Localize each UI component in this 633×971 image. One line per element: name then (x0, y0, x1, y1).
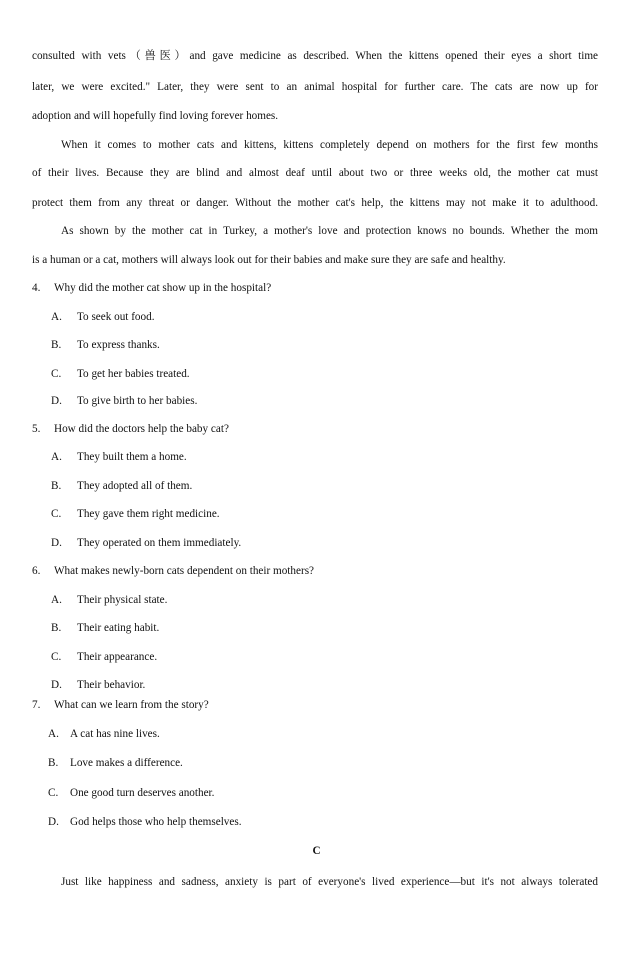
option-text: God helps those who help themselves. (70, 816, 242, 828)
question-text: How did the doctors help the baby cat? (54, 423, 229, 435)
option-letter: D. (51, 679, 62, 691)
section-heading: C (312, 845, 321, 857)
option-4d[interactable] (51, 394, 197, 408)
question-number: 6. (32, 565, 41, 577)
option-letter: C. (51, 368, 62, 380)
option-letter: A. (48, 728, 59, 740)
paragraph-line: When it comes to mother cats and kittens, kittens completely depend on mothers for the first few months (61, 139, 598, 151)
option-text: Their eating habit. (77, 622, 160, 634)
option-6a[interactable] (51, 593, 167, 607)
option-7c[interactable] (48, 786, 214, 800)
option-text: One good turn deserves another. (70, 787, 215, 799)
option-4b[interactable] (51, 338, 160, 352)
option-text: To give birth to her babies. (77, 395, 198, 407)
paragraph-line: protect them from any threat or danger. Without the mother cat's help, the kittens may not make it to adulthood. (32, 197, 598, 209)
option-4c[interactable] (51, 367, 190, 381)
option-letter: C. (51, 651, 62, 663)
option-text: A cat has nine lives. (70, 728, 160, 740)
question-text: What can we learn from the story? (54, 699, 209, 711)
option-5a[interactable] (51, 450, 187, 464)
option-text: Their physical state. (77, 594, 168, 606)
option-7b[interactable] (48, 756, 183, 770)
paragraph-line: Just like happiness and sadness, anxiety is part of everyone's lived experience—but it's not always tolerated (61, 876, 598, 888)
paragraph-line: As shown by the mother cat in Turkey, a mother's love and protection knows no bounds. Whether the mom (61, 225, 598, 237)
paragraph-line: of their lives. Because they are blind and almost deaf until about two or three weeks old, the mother cat must (32, 167, 598, 179)
option-7a[interactable] (48, 727, 160, 741)
question-number: 7. (32, 699, 41, 711)
question-7 (32, 698, 209, 712)
option-text: Their appearance. (77, 651, 158, 663)
option-text: To get her babies treated. (77, 368, 190, 380)
option-6c[interactable] (51, 650, 157, 664)
option-text: To seek out food. (77, 311, 155, 323)
option-letter: C. (51, 508, 62, 520)
option-letter: A. (51, 451, 62, 463)
option-text: To express thanks. (77, 339, 160, 351)
option-letter: D. (48, 816, 59, 828)
option-6d[interactable] (51, 678, 145, 692)
question-number: 4. (32, 282, 41, 294)
option-letter: B. (51, 339, 62, 351)
paragraph-line: adoption and will hopefully find loving forever homes. (32, 110, 279, 122)
option-5c[interactable] (51, 507, 220, 521)
question-number: 5. (32, 423, 41, 435)
option-letter: D. (51, 395, 62, 407)
question-text: Why did the mother cat show up in the hospital? (54, 282, 272, 294)
question-6 (32, 564, 314, 578)
option-7d[interactable] (48, 815, 242, 829)
option-text: Love makes a difference. (70, 757, 183, 769)
option-text: They operated on them immediately. (77, 537, 242, 549)
option-text: They gave them right medicine. (77, 508, 220, 520)
option-5b[interactable] (51, 479, 192, 493)
option-5d[interactable] (51, 536, 241, 550)
option-letter: B. (51, 480, 62, 492)
paragraph-line: later, we were excited." Later, they were sent to an animal hospital for further care. The cats are now up for (32, 81, 598, 93)
question-4 (32, 281, 271, 295)
option-6b[interactable] (51, 621, 159, 635)
option-4a[interactable] (51, 310, 155, 324)
option-letter: A. (51, 594, 62, 606)
paragraph-line: consulted with vets（兽医）and gave medicine as described. When the kittens opened their eyes a short time (32, 50, 598, 62)
option-text: Their behavior. (77, 679, 146, 691)
option-text: They adopted all of them. (77, 480, 193, 492)
option-letter: B. (51, 622, 62, 634)
option-letter: A. (51, 311, 62, 323)
option-letter: C. (48, 787, 59, 799)
question-text: What makes newly-born cats dependent on their mothers? (54, 565, 315, 577)
option-letter: B. (48, 757, 59, 769)
question-5 (32, 422, 229, 436)
option-text: They built them a home. (77, 451, 187, 463)
option-letter: D. (51, 537, 62, 549)
paragraph-line: is a human or a cat, mothers will always look out for their babies and make sure they are safe and healthy. (32, 254, 506, 266)
